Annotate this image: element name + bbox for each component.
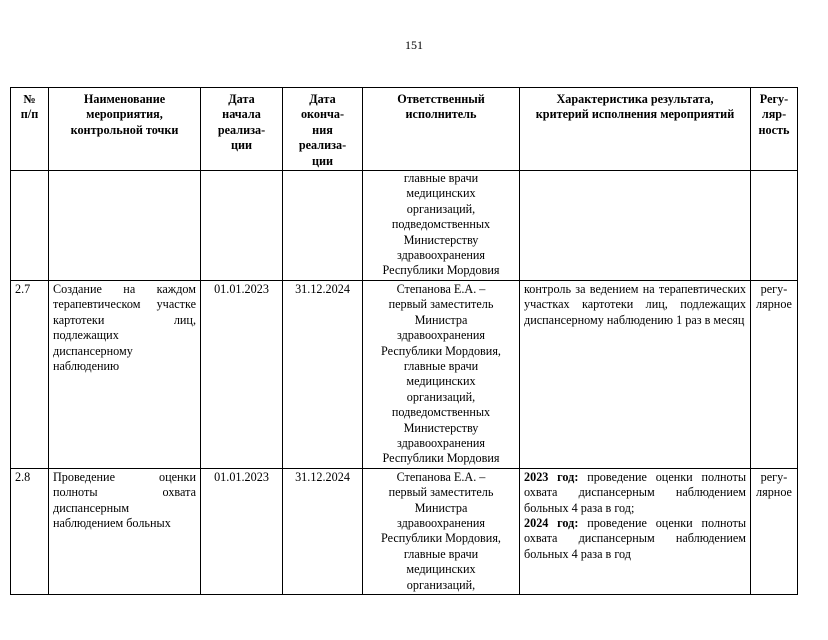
row-result: контроль за ведением на терапевтических участках картотеки лиц, подлежащих диспансерному наблюдению 1 раз в месяц [520, 280, 751, 468]
row-name: Создание на каждом терапевтическом участке картотеки лиц, подлежащих диспансерному наблюдению [49, 280, 201, 468]
header-regularity: Регу- ляр- ность [751, 88, 798, 171]
row-num: 2.7 [11, 280, 49, 468]
header-num: № п/п [11, 88, 49, 171]
result-part [524, 516, 746, 561]
table-row [11, 468, 798, 594]
row-name [49, 171, 201, 281]
row-end-date: 31.12.2024 [283, 468, 363, 594]
row-regularity: регу- лярное [751, 468, 798, 594]
row-responsible: Степанова Е.А. – первый заместитель Министра здравоохранения Республики Мордовия, главные врачи медицинских организаций, подведомственных Министерству здравоохранения Республики Мордовия [363, 280, 520, 468]
header-start-date: Дата начала реализа- ции [201, 88, 283, 171]
row-start-date: 01.01.2023 [201, 280, 283, 468]
result-text: проведение оценки полноты охвата диспансерным наблюдением больных 4 раза в год; [524, 469, 747, 515]
row-regularity [751, 171, 798, 281]
row-result [520, 171, 751, 281]
table-header-row [11, 88, 798, 171]
row-start-date [201, 171, 283, 281]
result-part [524, 470, 746, 515]
page-number: 151 [405, 38, 423, 52]
row-end-date: 31.12.2024 [283, 280, 363, 468]
result-year: 2024 год: [524, 515, 579, 530]
result-text: проведение оценки полноты охвата диспансерным наблюдением больных 4 раза в год [524, 515, 747, 561]
row-num [11, 171, 49, 281]
row-responsible: главные врачи медицинских организаций, подведомственных Министерству здравоохранения Республики Мордовия [363, 171, 520, 281]
table-row [11, 171, 798, 281]
row-responsible: Степанова Е.А. – первый заместитель Министра здравоохранения Республики Мордовия, главные врачи медицинских организаций, [363, 468, 520, 594]
header-result: Характеристика результата, критерий исполнения мероприятий [520, 88, 751, 171]
result-year: 2023 год: [524, 469, 579, 484]
row-end-date [283, 171, 363, 281]
row-regularity: регу- лярное [751, 280, 798, 468]
row-num: 2.8 [11, 468, 49, 594]
table-row [11, 280, 798, 468]
row-start-date: 01.01.2023 [201, 468, 283, 594]
measures-table [10, 87, 798, 595]
header-end-date: Дата оконча- ния реализа- ции [283, 88, 363, 171]
header-name: Наименование мероприятия, контрольной точки [49, 88, 201, 171]
row-result [520, 468, 751, 594]
row-name: Проведение оценки полноты охвата диспансерным наблюдением больных [49, 468, 201, 594]
header-responsible: Ответственный исполнитель [363, 88, 520, 171]
